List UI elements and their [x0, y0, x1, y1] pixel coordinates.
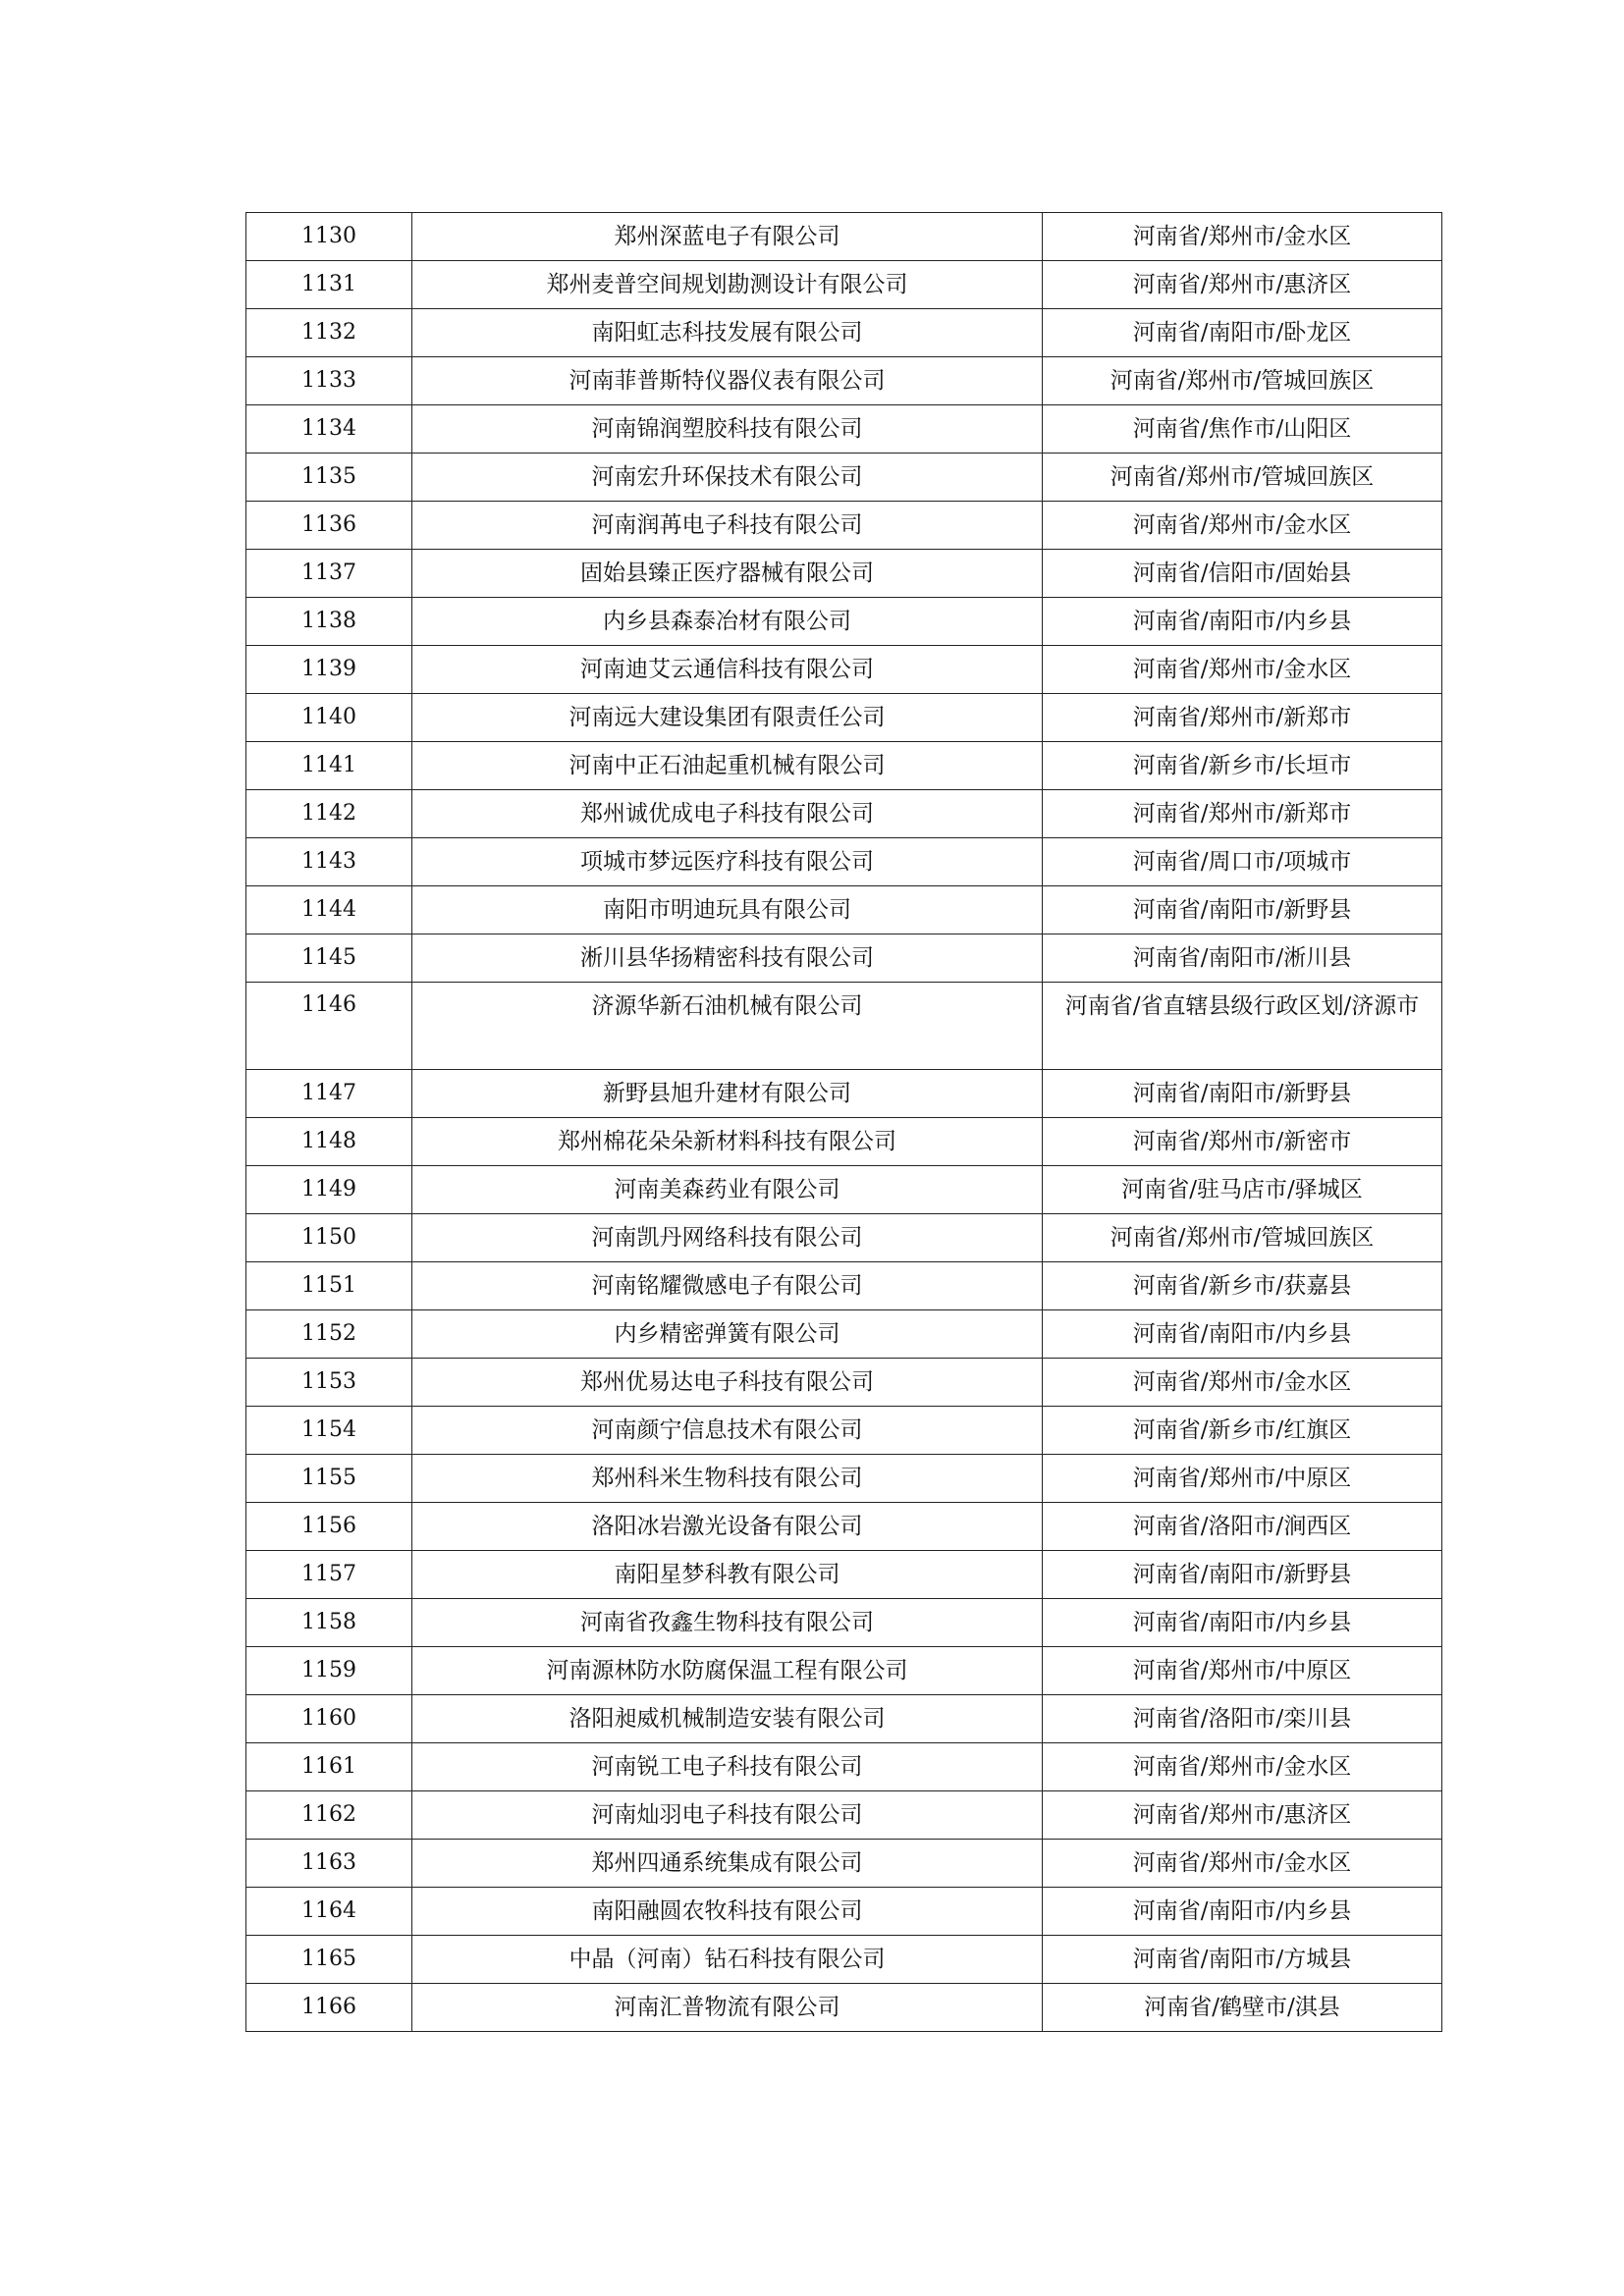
- row-number-cell: 1148: [246, 1118, 412, 1166]
- company-name-cell: 郑州科米生物科技有限公司: [412, 1455, 1043, 1503]
- table-row: [246, 1695, 1442, 1743]
- company-name-cell: 河南宏升环保技术有限公司: [412, 454, 1043, 502]
- table-row: [246, 694, 1442, 742]
- region-cell: 河南省/郑州市/金水区: [1043, 646, 1442, 694]
- table-row: [246, 454, 1442, 502]
- company-name-cell: 内乡县森泰冶材有限公司: [412, 598, 1043, 646]
- company-name-cell: 河南锦润塑胶科技有限公司: [412, 405, 1043, 454]
- region-cell: 河南省/郑州市/管城回族区: [1043, 357, 1442, 405]
- table-row: [246, 1984, 1442, 2032]
- company-name-cell: 中晶（河南）钻石科技有限公司: [412, 1936, 1043, 1984]
- region-cell: 河南省/新乡市/长垣市: [1043, 742, 1442, 790]
- company-name-cell: 河南颜宁信息技术有限公司: [412, 1407, 1043, 1455]
- row-number-cell: 1149: [246, 1166, 412, 1214]
- row-number-cell: 1162: [246, 1791, 412, 1840]
- table-row: [246, 1503, 1442, 1551]
- row-number-cell: 1141: [246, 742, 412, 790]
- table-row: [246, 742, 1442, 790]
- company-name-cell: 济源华新石油机械有限公司: [412, 983, 1043, 1070]
- company-name-cell: 河南源林防水防腐保温工程有限公司: [412, 1647, 1043, 1695]
- row-number-cell: 1166: [246, 1984, 412, 2032]
- row-number-cell: 1134: [246, 405, 412, 454]
- row-number-cell: 1140: [246, 694, 412, 742]
- region-cell: 河南省/焦作市/山阳区: [1043, 405, 1442, 454]
- region-cell: 河南省/新乡市/获嘉县: [1043, 1262, 1442, 1310]
- region-cell: 河南省/驻马店市/驿城区: [1043, 1166, 1442, 1214]
- row-number-cell: 1146: [246, 983, 412, 1070]
- region-cell: 河南省/郑州市/管城回族区: [1043, 1214, 1442, 1262]
- row-number-cell: 1152: [246, 1310, 412, 1359]
- company-name-cell: 河南汇普物流有限公司: [412, 1984, 1043, 2032]
- company-name-cell: 郑州棉花朵朵新材料科技有限公司: [412, 1118, 1043, 1166]
- region-cell: 河南省/周口市/项城市: [1043, 838, 1442, 886]
- company-name-cell: 新野县旭升建材有限公司: [412, 1070, 1043, 1118]
- company-list-table: [245, 212, 1442, 2032]
- row-number-cell: 1131: [246, 261, 412, 309]
- company-name-cell: 河南凯丹网络科技有限公司: [412, 1214, 1043, 1262]
- company-name-cell: 郑州诚优成电子科技有限公司: [412, 790, 1043, 838]
- company-name-cell: 南阳星梦科教有限公司: [412, 1551, 1043, 1599]
- region-cell: 河南省/南阳市/内乡县: [1043, 1888, 1442, 1936]
- row-number-cell: 1144: [246, 886, 412, 934]
- company-name-cell: 郑州四通系统集成有限公司: [412, 1840, 1043, 1888]
- row-number-cell: 1139: [246, 646, 412, 694]
- region-cell: 河南省/郑州市/中原区: [1043, 1647, 1442, 1695]
- table-row: [246, 838, 1442, 886]
- region-cell: 河南省/南阳市/淅川县: [1043, 934, 1442, 983]
- row-number-cell: 1143: [246, 838, 412, 886]
- region-cell: 河南省/南阳市/新野县: [1043, 886, 1442, 934]
- row-number-cell: 1164: [246, 1888, 412, 1936]
- table-row: [246, 550, 1442, 598]
- company-name-cell: 河南润苒电子科技有限公司: [412, 502, 1043, 550]
- region-cell: 河南省/郑州市/惠济区: [1043, 1791, 1442, 1840]
- company-name-cell: 南阳市明迪玩具有限公司: [412, 886, 1043, 934]
- row-number-cell: 1158: [246, 1599, 412, 1647]
- region-cell: 河南省/郑州市/中原区: [1043, 1455, 1442, 1503]
- row-number-cell: 1142: [246, 790, 412, 838]
- region-cell: 河南省/南阳市/卧龙区: [1043, 309, 1442, 357]
- table-row: [246, 1262, 1442, 1310]
- table-row: [246, 1455, 1442, 1503]
- table-row: [246, 1214, 1442, 1262]
- region-cell: 河南省/郑州市/新郑市: [1043, 790, 1442, 838]
- row-number-cell: 1160: [246, 1695, 412, 1743]
- table-row: [246, 1359, 1442, 1407]
- region-cell: 河南省/郑州市/惠济区: [1043, 261, 1442, 309]
- table-row: [246, 1599, 1442, 1647]
- row-number-cell: 1159: [246, 1647, 412, 1695]
- region-cell: 河南省/信阳市/固始县: [1043, 550, 1442, 598]
- region-cell: 河南省/郑州市/金水区: [1043, 1359, 1442, 1407]
- region-cell: 河南省/南阳市/内乡县: [1043, 1310, 1442, 1359]
- region-cell: 河南省/郑州市/新密市: [1043, 1118, 1442, 1166]
- table-row: [246, 646, 1442, 694]
- row-number-cell: 1154: [246, 1407, 412, 1455]
- table-row: [246, 1647, 1442, 1695]
- table-row: [246, 1407, 1442, 1455]
- company-name-cell: 河南美森药业有限公司: [412, 1166, 1043, 1214]
- row-number-cell: 1157: [246, 1551, 412, 1599]
- table-row: [246, 405, 1442, 454]
- row-number-cell: 1150: [246, 1214, 412, 1262]
- region-cell: 河南省/洛阳市/栾川县: [1043, 1695, 1442, 1743]
- row-number-cell: 1151: [246, 1262, 412, 1310]
- company-name-cell: 河南锐工电子科技有限公司: [412, 1743, 1043, 1791]
- row-number-cell: 1161: [246, 1743, 412, 1791]
- table-body: [246, 213, 1442, 2032]
- table-row: [246, 261, 1442, 309]
- region-cell: 河南省/新乡市/红旗区: [1043, 1407, 1442, 1455]
- region-cell: 河南省/郑州市/金水区: [1043, 1743, 1442, 1791]
- row-number-cell: 1138: [246, 598, 412, 646]
- region-cell: 河南省/鹤壁市/淇县: [1043, 1984, 1442, 2032]
- company-name-cell: 河南灿羽电子科技有限公司: [412, 1791, 1043, 1840]
- row-number-cell: 1163: [246, 1840, 412, 1888]
- region-cell: 河南省/郑州市/金水区: [1043, 213, 1442, 261]
- company-name-cell: 项城市梦远医疗科技有限公司: [412, 838, 1043, 886]
- row-number-cell: 1130: [246, 213, 412, 261]
- company-name-cell: 河南省孜鑫生物科技有限公司: [412, 1599, 1043, 1647]
- company-name-cell: 河南中正石油起重机械有限公司: [412, 742, 1043, 790]
- table-row: [246, 934, 1442, 983]
- row-number-cell: 1136: [246, 502, 412, 550]
- table-row: [246, 1840, 1442, 1888]
- row-number-cell: 1147: [246, 1070, 412, 1118]
- table-row: [246, 1070, 1442, 1118]
- region-cell: 河南省/省直辖县级行政区划/济源市: [1043, 983, 1442, 1070]
- region-cell: 河南省/南阳市/内乡县: [1043, 598, 1442, 646]
- company-name-cell: 南阳融圆农牧科技有限公司: [412, 1888, 1043, 1936]
- region-cell: 河南省/郑州市/金水区: [1043, 1840, 1442, 1888]
- company-name-cell: 内乡精密弹簧有限公司: [412, 1310, 1043, 1359]
- row-number-cell: 1135: [246, 454, 412, 502]
- table-row: [246, 790, 1442, 838]
- company-name-cell: 郑州麦普空间规划勘测设计有限公司: [412, 261, 1043, 309]
- table-row: [246, 309, 1442, 357]
- region-cell: 河南省/郑州市/新郑市: [1043, 694, 1442, 742]
- table-row: [246, 1936, 1442, 1984]
- company-name-cell: 河南远大建设集团有限责任公司: [412, 694, 1043, 742]
- region-cell: 河南省/郑州市/管城回族区: [1043, 454, 1442, 502]
- company-name-cell: 淅川县华扬精密科技有限公司: [412, 934, 1043, 983]
- table-row: [246, 357, 1442, 405]
- company-name-cell: 洛阳昶威机械制造安装有限公司: [412, 1695, 1043, 1743]
- row-number-cell: 1132: [246, 309, 412, 357]
- region-cell: 河南省/郑州市/金水区: [1043, 502, 1442, 550]
- table-row: [246, 1791, 1442, 1840]
- table-row: [246, 1118, 1442, 1166]
- company-name-cell: 河南迪艾云通信科技有限公司: [412, 646, 1043, 694]
- region-cell: 河南省/南阳市/新野县: [1043, 1551, 1442, 1599]
- company-name-cell: 郑州深蓝电子有限公司: [412, 213, 1043, 261]
- table-row: [246, 598, 1442, 646]
- row-number-cell: 1165: [246, 1936, 412, 1984]
- table-row: [246, 1743, 1442, 1791]
- table-row: [246, 1310, 1442, 1359]
- row-number-cell: 1156: [246, 1503, 412, 1551]
- table-row: [246, 502, 1442, 550]
- company-name-cell: 河南菲普斯特仪器仪表有限公司: [412, 357, 1043, 405]
- row-number-cell: 1145: [246, 934, 412, 983]
- company-name-cell: 固始县臻正医疗器械有限公司: [412, 550, 1043, 598]
- company-name-cell: 河南铭耀微感电子有限公司: [412, 1262, 1043, 1310]
- table-row: [246, 1888, 1442, 1936]
- table-row: [246, 983, 1442, 1070]
- row-number-cell: 1155: [246, 1455, 412, 1503]
- table-row: [246, 886, 1442, 934]
- table-row: [246, 1551, 1442, 1599]
- table-row: [246, 1166, 1442, 1214]
- company-name-cell: 洛阳冰岩激光设备有限公司: [412, 1503, 1043, 1551]
- region-cell: 河南省/南阳市/内乡县: [1043, 1599, 1442, 1647]
- company-name-cell: 南阳虹志科技发展有限公司: [412, 309, 1043, 357]
- row-number-cell: 1153: [246, 1359, 412, 1407]
- region-cell: 河南省/南阳市/方城县: [1043, 1936, 1442, 1984]
- table-row: [246, 213, 1442, 261]
- region-cell: 河南省/洛阳市/涧西区: [1043, 1503, 1442, 1551]
- region-cell: 河南省/南阳市/新野县: [1043, 1070, 1442, 1118]
- row-number-cell: 1137: [246, 550, 412, 598]
- row-number-cell: 1133: [246, 357, 412, 405]
- company-name-cell: 郑州优易达电子科技有限公司: [412, 1359, 1043, 1407]
